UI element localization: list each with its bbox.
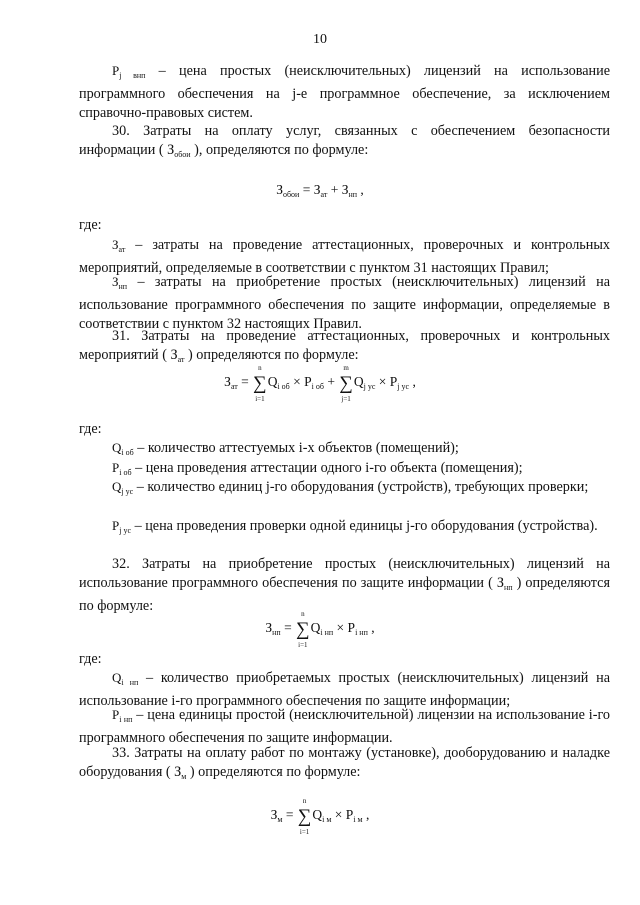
formula-term-subscript: i об — [277, 382, 290, 391]
formula-equals: = — [237, 374, 253, 389]
where-label: где: — [79, 651, 102, 667]
formula-end: , — [409, 374, 416, 389]
formula-lhs: З — [224, 374, 231, 389]
formula-times: × — [333, 620, 348, 635]
symbol-subscript: i нп — [119, 715, 133, 724]
definition-text: – количество аттестуемых i-х объектов (помещений); — [133, 440, 459, 456]
symbol: З — [112, 237, 119, 252]
section-text: 32. Затраты на приобретение простых (неисключительных) лицензий на использование программного обеспечения по защите информации ( З — [79, 556, 610, 591]
symbol: Q — [112, 479, 122, 494]
formula-lhs: З — [276, 182, 283, 197]
sum-upper-limit: n — [258, 364, 262, 372]
sum-lower-limit: i=1 — [255, 395, 265, 403]
sum-sign: ∑ m j=1 — [339, 364, 353, 403]
formula-times: × — [289, 374, 305, 389]
definition-text: – цена проведения аттестации одного i-го объекта (помещения); — [131, 460, 523, 476]
formula-term: Q — [267, 374, 278, 389]
formula-term: P — [347, 620, 356, 635]
section-text: 33. Затраты на оплату работ по монтажу (установке), дооборудованию и наладке оборудования ( З — [79, 745, 610, 780]
definition-text: – количество единиц j-го оборудования (устройств), требующих проверки; — [133, 479, 589, 495]
definition-text: – цена простых (неисключительных) лицензий на использование программного обеспечения на j-е программное обеспечение, за исключением справочно-правовых систем. — [79, 63, 611, 121]
symbol: P — [112, 460, 120, 475]
sum-lower-limit: i=1 — [299, 828, 310, 836]
symbol-subscript: j ус — [119, 526, 132, 535]
formula-term-subscript: j ус — [363, 382, 376, 391]
definition-text: – цена проведения проверки одной единицы j-го оборудования (устройства). — [131, 518, 598, 534]
definition-p-jus — [79, 516, 610, 540]
formula-end: , — [357, 182, 364, 197]
section-text-tail: ) определяются по формуле: — [79, 575, 610, 614]
sum-lower-limit: i=1 — [298, 641, 308, 649]
sum-upper-limit: n — [301, 610, 305, 618]
formula-lhs-subscript: ат — [230, 382, 238, 391]
symbol-subscript: i об — [121, 448, 134, 457]
formula-term: З — [313, 182, 321, 197]
definition-z-np — [79, 272, 610, 334]
sum-lower-limit: j=1 — [341, 395, 351, 403]
symbol-subscript: ат — [118, 245, 126, 254]
formula-lhs-subscript: нп — [272, 628, 281, 637]
section-text: 31. Затраты на проведение аттестационных, проверочных и контрольных мероприятий ( З — [79, 328, 610, 363]
formula-term: Q — [310, 620, 321, 635]
symbol: Q — [112, 440, 122, 455]
definition-text: – затраты на проведение аттестационных, проверочных и контрольных мероприятий, определяемые в соответствии с пунктом 31 настоящих Правил; — [79, 237, 610, 276]
formula-term: P — [345, 807, 354, 822]
symbol-subscript: ат — [177, 355, 185, 364]
definition-text: – затраты на приобретение простых (неисключительных) лицензий на использование программного обеспечения по защите информации, определяемые в соответствии с пунктом 32 настоящих Правил. — [79, 274, 610, 332]
section-31-intro — [79, 327, 610, 369]
definition-text: – цена единицы простой (неисключительной) лицензии на использование i-го программного обеспечения по защите информации. — [79, 707, 610, 746]
formula-z-at — [0, 364, 640, 403]
symbol-subscript: j ус — [121, 487, 134, 496]
section-text-tail: ) определяются по формуле: — [186, 764, 361, 780]
symbol-subscript: обои — [174, 150, 191, 159]
symbol-subscript: нп — [503, 583, 513, 592]
formula-end: , — [367, 620, 375, 635]
sum-sign: ∑ n i=1 — [297, 797, 312, 836]
formula-lhs: З — [270, 807, 278, 822]
formula-term: P — [304, 374, 312, 389]
definition-p-jvnp — [79, 61, 610, 123]
page-number: 10 — [313, 32, 327, 47]
section-30-intro — [79, 122, 610, 164]
formula-lhs: З — [265, 620, 273, 635]
formula-term: Q — [353, 374, 364, 389]
formula-end: , — [362, 807, 370, 822]
formula-plus: + — [327, 182, 342, 197]
definition-p-inp — [79, 705, 610, 748]
sum-sign: ∑ n i=1 — [296, 610, 310, 649]
formula-plus: + — [323, 374, 339, 389]
symbol-subscript: i об — [119, 468, 132, 477]
symbol: Q — [112, 670, 122, 685]
formula-lhs-subscript: м — [277, 815, 283, 824]
definition-text: – количество приобретаемых простых (неисключительных) лицензий на использование i-го программного обеспечения по защите информации; — [79, 670, 610, 709]
formula-z-m — [0, 797, 640, 836]
formula-term: Q — [312, 807, 323, 822]
formula-term-subscript: j ус — [397, 382, 410, 391]
section-text-tail: ) определяются по формуле: — [184, 347, 359, 363]
formula-equals: = — [299, 182, 314, 197]
sum-upper-limit: m — [343, 364, 349, 372]
formula-lhs-subscript: обои — [282, 190, 300, 199]
formula-equals: = — [280, 620, 296, 635]
symbol: P — [112, 63, 120, 78]
symbol: З — [112, 274, 119, 289]
where-label: где: — [79, 217, 102, 233]
symbol: P — [112, 707, 120, 722]
formula-term: З — [341, 182, 349, 197]
symbol-subscript: м — [181, 772, 187, 781]
formula-term: P — [389, 374, 398, 389]
section-32-intro — [79, 555, 610, 616]
sum-sign: ∑ n i=1 — [253, 364, 267, 403]
symbol-subscript: j внп — [119, 71, 146, 80]
sum-upper-limit: n — [302, 797, 307, 805]
formula-term-subscript: i м — [322, 815, 332, 824]
section-33-intro — [79, 744, 610, 786]
section-text-tail: ), определяются по формуле: — [190, 142, 369, 158]
formula-times: × — [375, 374, 390, 389]
formula-equals: = — [282, 807, 297, 822]
section-text: 30. Затраты на оплату услуг, связанных с обеспечением безопасности информации ( З — [79, 123, 610, 158]
formula-term-subscript: i нп — [320, 628, 334, 637]
formula-z-oboi — [0, 180, 640, 204]
formula-term-subscript: ат — [320, 190, 328, 199]
where-label: где: — [79, 421, 102, 437]
symbol-subscript: i нп — [121, 678, 139, 687]
formula-term-subscript: i нп — [355, 628, 368, 637]
formula-z-np — [0, 610, 640, 649]
definition-q-jus — [79, 477, 610, 501]
symbol-subscript: нп — [118, 282, 128, 291]
formula-term-subscript: i м — [353, 815, 363, 824]
formula-times: × — [331, 807, 346, 822]
symbol: P — [112, 518, 120, 533]
formula-term-subscript: нп — [348, 190, 358, 199]
formula-term-subscript: i об — [311, 382, 324, 391]
